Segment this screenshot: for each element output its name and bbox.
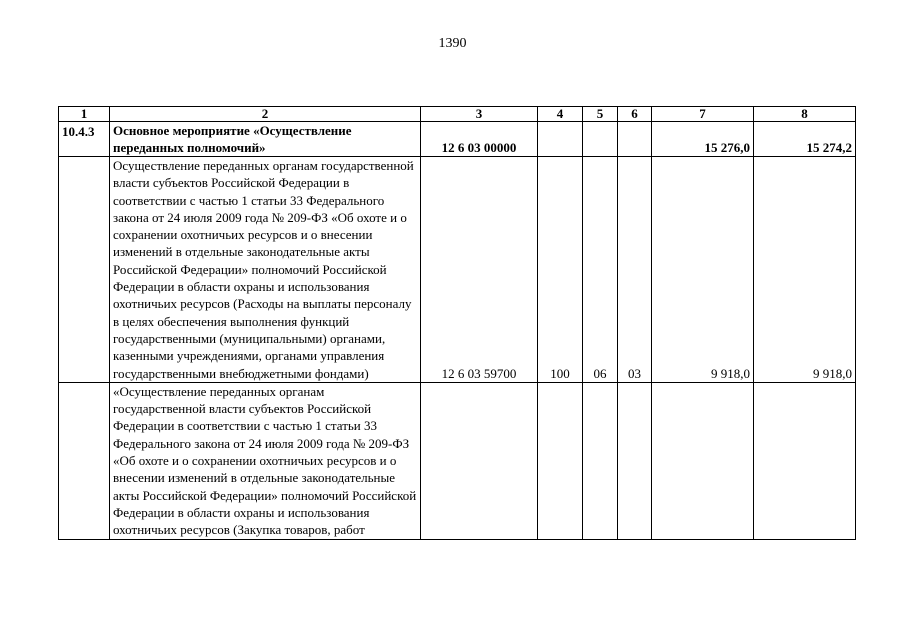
row-section: 06 (583, 157, 618, 383)
row-description: «Осуществление переданных органам государственной власти субъектов Российской Федерации в соответствии с частью 1 статьи 33 Федерального закона от 24 июля 2009 года № 209-ФЗ «Об охоте и о сохранении охотничьих ресурсов и о внесении изменений в отдельные законодательные акты Российской Федерации» полномочий Российской Федерации в области охраны и использования охотничьих ресурсов (Закупка товаров, работ (110, 382, 421, 539)
row-section (583, 122, 618, 157)
column-header-3: 3 (421, 107, 538, 122)
column-header-1: 1 (59, 107, 110, 122)
row-amount-1: 15 276,0 (652, 122, 754, 157)
row-target-code: 12 6 03 59700 (421, 157, 538, 383)
page-number: 1390 (438, 36, 467, 51)
row-description: Осуществление переданных органам государственной власти субъектов Российской Федерации в соответствии с частью 1 статьи 33 Федерального закона от 24 июля 2009 года № 209-ФЗ «Об охоте и о сохранении охотничьих ресурсов и о внесении изменений в отдельные законодательные акты Российской Федерации» полномочий Российской Федерации в области охраны и использования охотничьих ресурсов (Расходы на выплаты персоналу в целях обеспечения выполнения функций государственными (муниципальными) органами, казенными учреждениями, органами управления государственными внебюджетными фондами) (110, 157, 421, 383)
row-amount-1 (652, 382, 754, 539)
row-description: Основное мероприятие «Осуществление переданных полномочий» (110, 122, 421, 157)
row-amount-2: 9 918,0 (754, 157, 856, 383)
row-subsection: 03 (618, 157, 652, 383)
row-subsection (618, 122, 652, 157)
row-subsection (618, 382, 652, 539)
row-amount-1: 9 918,0 (652, 157, 754, 383)
row-section (583, 382, 618, 539)
table-row (59, 157, 856, 383)
row-target-code: 12 6 03 00000 (421, 122, 538, 157)
column-header-8: 8 (754, 107, 856, 122)
row-number: 10.4.3 (59, 122, 110, 157)
column-header-4: 4 (538, 107, 583, 122)
column-header-2: 2 (110, 107, 421, 122)
table-row (59, 122, 856, 157)
table-row (59, 382, 856, 539)
row-expense-type (538, 122, 583, 157)
row-number (59, 157, 110, 383)
row-amount-2 (754, 382, 856, 539)
row-target-code (421, 382, 538, 539)
row-expense-type (538, 382, 583, 539)
column-header-7: 7 (652, 107, 754, 122)
row-expense-type: 100 (538, 157, 583, 383)
column-header-6: 6 (618, 107, 652, 122)
budget-table (58, 106, 856, 540)
column-header-5: 5 (583, 107, 618, 122)
row-amount-2: 15 274,2 (754, 122, 856, 157)
row-number (59, 382, 110, 539)
header-row (59, 107, 856, 122)
